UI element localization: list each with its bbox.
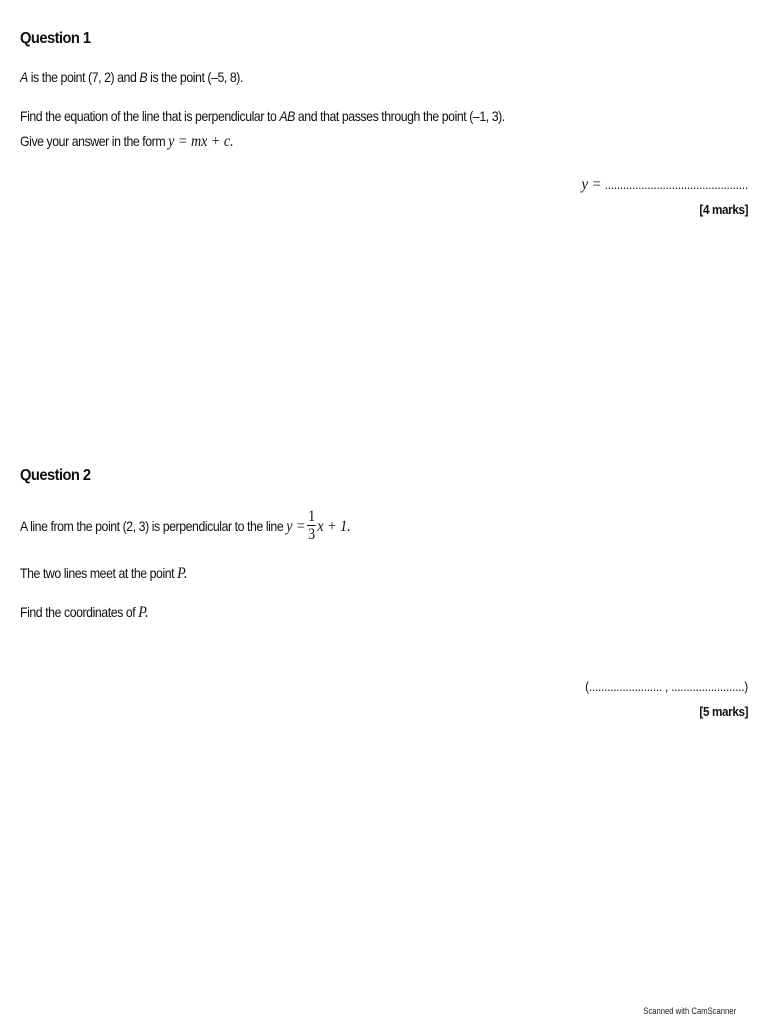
form-equation: y = mx + c. [168,133,234,150]
fraction-numerator: 1 [308,508,315,525]
question-1-line-2-part-1: Find the equation of the line that is perpendicular to [20,108,280,124]
point-p-label: P. [177,565,188,582]
point-p-label-2: P. [138,604,149,621]
answer-dots: ............................................... [604,177,748,192]
question-2-line-2 [20,565,187,583]
question-1-line-3 [20,133,234,151]
question-2-line-3 [20,604,149,622]
question-1-heading: Question 1 [20,30,91,47]
line-lhs: y = [286,518,306,536]
question-2-answer-line[interactable]: (........................ , ........................) [585,679,748,694]
point-b-label: B [139,69,148,85]
question-1-answer-line[interactable] [582,176,748,194]
line-rhs: x + 1. [317,518,351,536]
question-2-line-1-part-1: A line from the point (2, 3) is perpendicular to the line [20,518,287,535]
fraction-one-third [307,508,315,543]
question-2-line-1 [20,510,351,545]
question-1-line-1-part-1: is the point (7, 2) and [27,69,140,85]
question-1-line-2 [20,108,505,124]
question-2-heading: Question 2 [20,467,91,484]
fraction-denominator: 3 [308,526,315,543]
scanner-watermark: Scanned with CamScanner [643,1006,736,1016]
question-1-marks: [4 marks] [699,202,748,217]
question-1-line-2-part-2: and that passes through the point (–1, 3). [294,108,505,124]
question-1-line-1 [20,69,243,85]
question-1-line-1-part-2: is the point (–5, 8). [147,69,243,85]
question-2-marks: [5 marks] [699,704,748,719]
question-2-line-3-part-1: Find the coordinates of [20,604,139,620]
segment-ab-label: AB [279,108,295,124]
question-2-line-2-part-1: The two lines meet at the point [20,565,178,581]
point-a-label: A [20,69,28,85]
question-1-line-3-part-1: Give your answer in the form [20,133,169,149]
answer-prefix: y = [581,176,602,193]
